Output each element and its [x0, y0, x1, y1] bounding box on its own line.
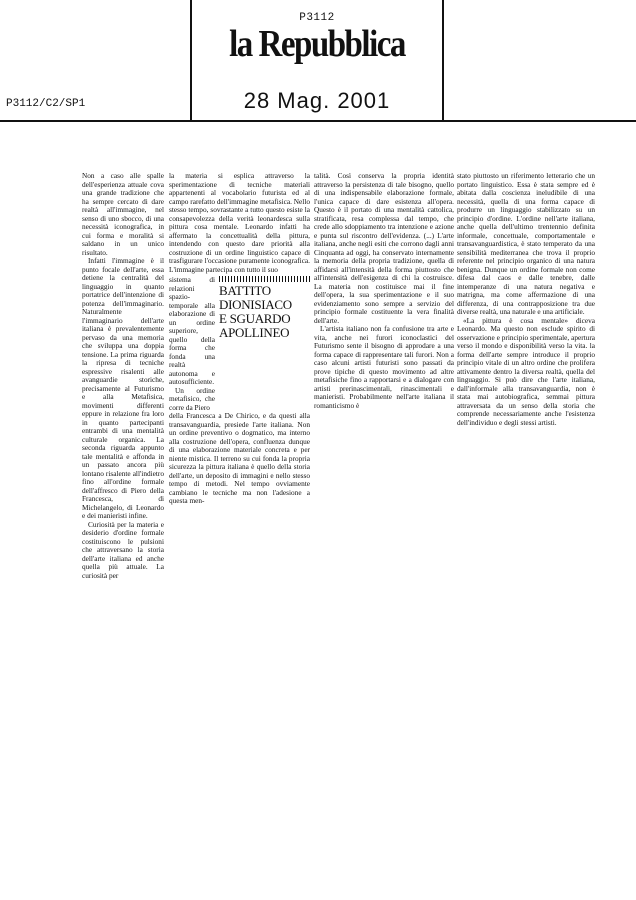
pull-quote-line: BATTITO	[219, 283, 271, 298]
header-divider-right	[442, 0, 444, 120]
newspaper-masthead: la Repubblica	[229, 24, 405, 66]
pull-quote-line: APOLLINEO	[219, 325, 290, 340]
float-text	[169, 276, 215, 412]
pull-quote-line: DIONISIACO	[219, 297, 292, 312]
paragraph: Curiosità per la materia e desiderio d'ordine formale costituiscono le pulsioni che attraversano la storia dell'arte italiana ed anche quella più attuale. La curiosità per	[82, 519, 164, 580]
publication-date: 28 Mag. 2001	[243, 88, 391, 113]
pull-quote-wrap	[169, 276, 310, 412]
paragraph: della Francesca a De Chirico, e da questi alla transavanguardia, presiede l'arte italiana. Non un ordine preventivo o dogmatico, ma interno alla costruzione dell'opera, confluenza dunque di una elaborazione materiale concreta e per niente mistica. Il terreno su cui fonda la propria sicurezza la pittura italiana è quello della storia dell'arte, un deposito di immagini e nello stesso tempo di metodi. Nel tempo ovviamente cambiano le tecniche ma non l'adesione a questa men-	[169, 411, 310, 505]
paragraph: Infatti l'immagine è il punto focale dell'arte, essa detiene la centralità del linguaggio in quanto portatrice dell'intenzione di potenza dell'immaginario. Naturalmente l'immaginario dell'arte italiana è prevalentemente pervaso da una memoria che sviluppa una doppia tensione. La prima riguarda la ripresa di tecniche espressive risalenti alle avanguardie storiche, precisamente al Futurismo e alla Metafisica, movimenti differenti eppure in relazione fra loro in quanto partecipanti entrambi di una mentalità culturale organica. La seconda riguarda appunto tale mentalità e affonda in un passato ancora più lontano risalente all'indietro fino all'ordine formale dell'affresco di Piero della Francesca, di Michelangelo, di Leonardo e dei manieristi infine.	[82, 256, 164, 520]
paragraph: L'artista italiano non fa confusione tra arte e vita, anche nei furori iconoclastici del Futurismo sente il bisogno di approdare a una forma capace di rappresentare tali furori. Non a caso alcuni artisti futuristi sono passati da prove tipiche di questo movimento ad altre metafisiche fino a rapportarsi e a dialogare con artisti prerinascimentali, rinascimentali e manieristi. Probabilmente nell'arte italiana il romanticismo è	[314, 324, 454, 410]
paragraph: Non a caso alle spalle dell'esperienza attuale cova una grande tradizione che ha sempre cercato di dare realtà all'immagine, nel senso di uno sbocco, di una necessità iconografica, in cui forma e moralità si saldano in un unico risultato.	[82, 171, 164, 257]
article-column-4	[457, 172, 595, 427]
pull-quote	[219, 276, 310, 412]
article-column-1	[82, 172, 164, 580]
paragraph: Un ordine metafisico, che corre da Piero	[169, 385, 215, 412]
article-column-3	[314, 172, 454, 410]
paragraph: talità. Così conserva la propria identità attraverso la persistenza di tale bisogno, quello di una indispensabile elaborazione formale, l'unica capace di dare esistenza all'opera. Questo è il portato di una mentalità cattolica, stratificata, resa complessa dal tempo, che crede allo sdoppiamento tra intenzione e azione e punta sul riscontro dell'evidenza. (...) L'arte italiana, anche negli esiti che corrono dagli anni Cinquanta ad oggi, ha conservato internamente la memoria della propria tradizione, quella di affidarsi all'intensità della forma piuttosto che all'intensità dell'esigenza di chi la costruisce. La materia non costituisce mai il fine dell'opera, la sua sperimentazione e il suo evidenziamento sono sempre a servizio del principio formale costituente la vera finalità dell'arte.	[314, 171, 454, 325]
paragraph: sistema di relazioni spazio-temporale alla elaborazione di un ordine superiore, quello della forma che fonda una realtà autonoma e autosufficiente.	[169, 275, 215, 386]
pull-quote-bar	[219, 276, 310, 282]
header-rule	[0, 120, 636, 122]
article-body	[82, 171, 602, 580]
paragraph: stato piuttosto un riferimento letterario che un portato linguistico. Essa è stata sempre ed è abitata dalla coscienza ineludibile di una necessità, quella di una forma capace di produrre un linguaggio stabilizzato su un principio d'ordine. L'ordine nell'arte italiana, anche quella dell'ultimo trentennio definita informale, concettuale, comportamentale e transavanguardistica, è stato temperato da una sensibilità mediterranea che trova il proprio referente nel principio organico di una natura benigna. Dunque un ordine formale non come difesa dal caos e dalle tenebre, dalle intemperanze di una natura negativa e matrigna, ma come affermazione di una differenza, di una contrapposizione tra due diverse realtà, una naturale e una artificiale.	[457, 171, 595, 316]
pull-quote-line: E SGUARDO	[219, 311, 291, 326]
paragraph: la materia si esplica attraverso la sperimentazione di tecniche materiali appartenenti al vocabolario futurista ed al campo rarefatto dell'immagine metafisica. Nello stesso tempo, sovrastante a tutto questo esiste la consapevolezza della verità leonardesca sulla pittura cosa mentale. Leonardo infatti ha affermato la concettualità della pittura, intendendo con questo dare priorità alla costruzione di un ordine linguistico capace di trasfigurare l'occasione puramente iconografica. L'immagine partecipa con tutto il suo	[169, 171, 310, 274]
archive-code-top: P3112	[299, 12, 335, 24]
archive-code-left: P3112/C2/SP1	[6, 98, 86, 110]
paragraph: «La pittura è cosa mentale» diceva Leonardo. Ma questo non esclude spirito di osservazione e principio sperimentale, apertura verso il mondo e disponibilità verso la vita. la forma dell'arte sempre introduce il proprio principio vitale di un altro ordine che prolifera attivamente dentro la diversa realtà, quella del linguaggio. Si può dire che l'arte italiana, dall'informale alla transavanguardia, non è stata mai autobiografica, semmai pittura attraversata da un senso della storia che comprende necessariamente anche l'esistenza dell'individuo e degli stessi artisti.	[457, 315, 595, 427]
clipping-header	[0, 0, 636, 120]
article-column-2	[169, 172, 310, 506]
